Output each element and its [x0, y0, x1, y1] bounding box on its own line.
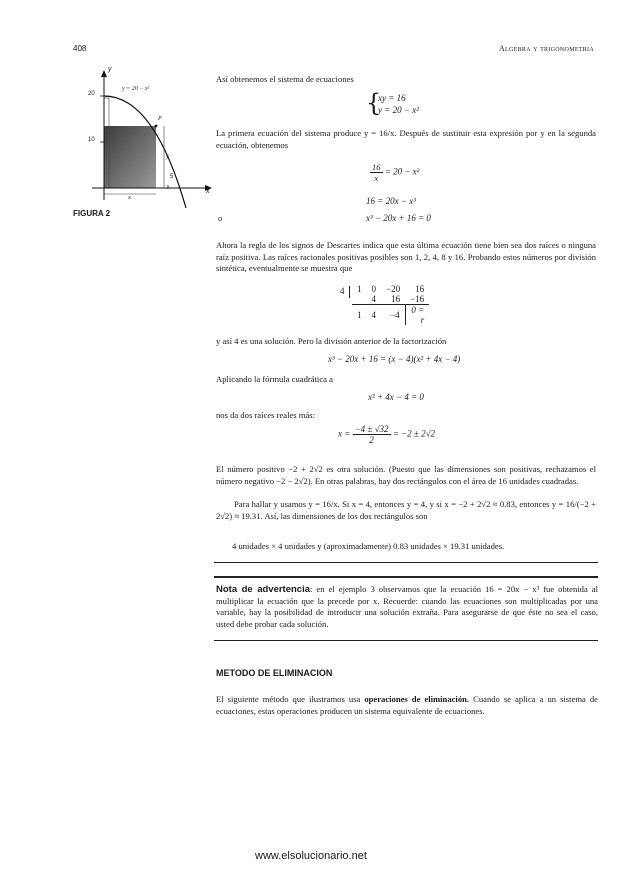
- note-text: : en el ejemplo 3 observamos que la ecuación 16 = 20x − x³ fue obtenida al multiplicar la ecuación que la precede por x. Recuerde: cuando las ecuaciones son multiplicadas por una variable, hay la posibilidad de introducir una solución extraña. Para asegurarse de que éste no sea el caso, usted debe probar cada solución.: [216, 584, 598, 629]
- fraction-numerator: 16: [372, 162, 381, 172]
- warning-note: [216, 584, 598, 630]
- quad-rhs: = −2 ± 2√2: [392, 428, 436, 439]
- synth-row-2: 4 16 −16: [352, 294, 429, 305]
- section-bold-term: operaciones de eliminación.: [364, 694, 470, 704]
- intro-text: Así obtenemos el sistema de ecuaciones: [216, 74, 354, 84]
- fraction-denominator: x: [374, 173, 379, 183]
- note-bottom-rule: [214, 640, 598, 641]
- system-eq-2: y = 20 − x²: [378, 105, 419, 115]
- system-eq-1: xy = 16: [378, 93, 406, 103]
- tick-10-label: 10: [88, 137, 95, 143]
- tick-20-label: 20: [88, 91, 95, 97]
- system-of-equations: { xy = 16 y = 20 − x²: [366, 89, 419, 117]
- y-axis-label: y: [108, 66, 112, 73]
- point-p-label: P: [158, 116, 162, 122]
- quad-lhs: x =: [338, 428, 351, 439]
- running-title: Algebra y trigonometria: [498, 44, 594, 53]
- tick-5-label: 5: [170, 174, 174, 180]
- quad-numerator: −4 ± √32: [354, 424, 389, 434]
- synth-divisor: 4: [340, 286, 350, 298]
- note-title: Nota de advertencia: [216, 584, 311, 595]
- equation-16: 16 = 20x − x³: [366, 196, 416, 206]
- paragraph-2: Ahora la regla de los signos de Descartes indica que esta última ecuación tiene bien sea dos raíces o ninguna raíz positiva. Las raíces racionales positivas posibles son 1, 2, 4, 8 y 16. Probando estos números por división sintética, eventualmente se muestra que: [216, 240, 596, 273]
- equation-quadratic: x² + 4x − 4 = 0: [368, 392, 424, 402]
- paragraph-5: nos da dos raíces reales más:: [216, 410, 316, 420]
- paragraph-6a: El número positivo −2 + 2√2 es otra solución. (Puesto que las dimensiones son positivas, rechazamos el número negativo −2 − 2√2). En otras palabras, hay dos rectángulos con el área de 16 unidades cuadradas.: [216, 464, 596, 486]
- synth-row-1: 1 0 −20 16: [357, 284, 425, 294]
- equation-factor: x³ − 20x + 16 = (x − 4)(x² + 4x − 4): [328, 354, 461, 364]
- figure-2: [84, 68, 214, 208]
- footer-url[interactable]: www.elsolucionario.net: [255, 850, 367, 862]
- page-number: 408: [73, 44, 87, 53]
- quadratic-formula: [338, 424, 435, 445]
- paragraph-6b: Para hallar y usamos y = 16/x. Si x = 4, entonces y = 4, y si x = −2 + 2√2 ≈ 0.83, entonces y = 16/(−2 + 2√2) ≈ 19.31. Así, las dimensiones de los dos rectángulos son: [216, 499, 596, 521]
- equation-cubic: x³ − 20x + 16 = 0: [366, 213, 431, 223]
- o-label: o: [218, 213, 223, 223]
- curve-label: y = 20 − x²: [122, 86, 150, 92]
- y-axis-arrow: [101, 70, 107, 77]
- side-y-label: y: [166, 154, 169, 160]
- paragraph-4: Aplicando la fórmula cuadrática a: [216, 374, 333, 384]
- figure-caption: FIGURA 2: [73, 209, 111, 218]
- fraction-rhs: = 20 − x²: [384, 166, 420, 177]
- note-top-rule: [214, 576, 598, 578]
- quad-denominator: 2: [369, 435, 374, 445]
- paragraph-1: La primera ecuación del sistema produce y = 16/x. Después de sustituir esta expresión por y en la segunda ecuación, obtenemos: [216, 128, 596, 150]
- section-heading: METODO DE ELIMINACION: [216, 668, 333, 678]
- point-p: [155, 125, 158, 128]
- paragraph-3: y así 4 es una solución. Pero la división anterior de la factorización: [216, 336, 447, 346]
- shaded-rectangle: [104, 126, 156, 188]
- result-line: 4 unidades × 4 unidades y (aproximadamente) 0.83 unidades × 19.31 unidades.: [232, 541, 505, 551]
- x-axis-label: x: [206, 188, 210, 195]
- side-x-label: x: [128, 195, 131, 201]
- synth-row-3: 1 4 −4 0 = r: [352, 305, 429, 326]
- section-text: El siguiente método que ilustramos usa operaciones de eliminación. Cuando se aplica a un sistema de ecuaciones, estas operaciones producen un sistema equivalente de ecuaciones.: [216, 694, 598, 716]
- result-rule: [214, 562, 598, 563]
- fraction-equation: [370, 162, 419, 183]
